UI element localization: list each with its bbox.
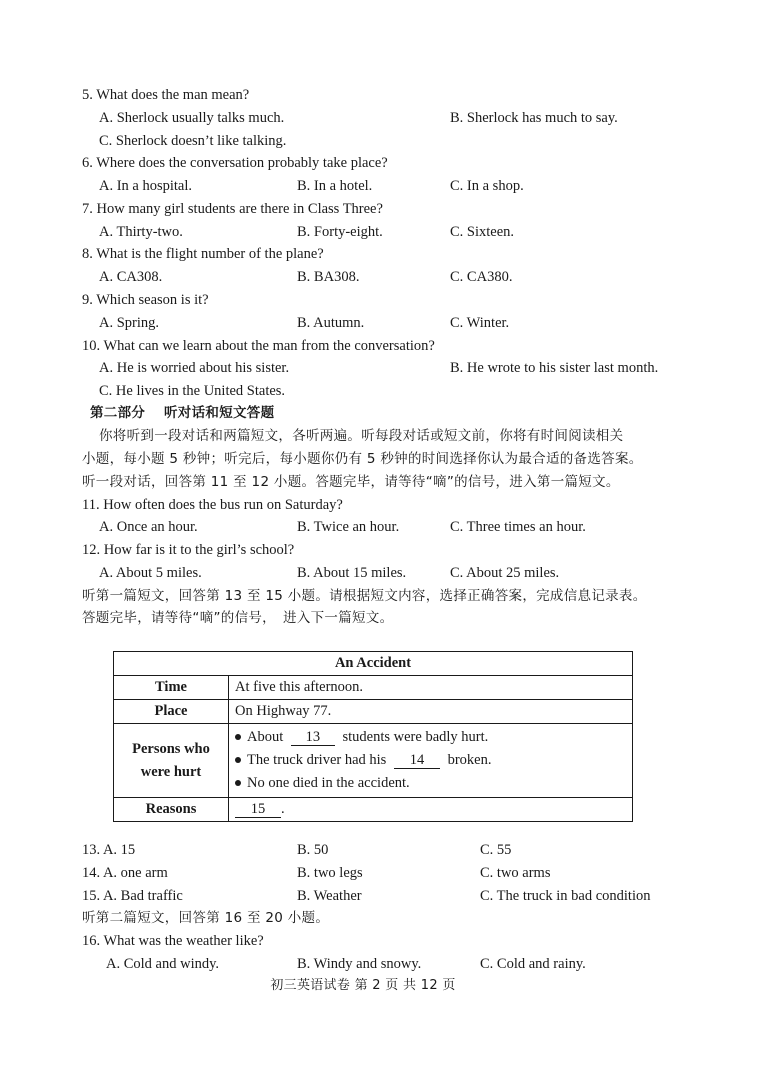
question-6-option-a[interactable]: A. In a hospital.: [99, 178, 193, 194]
question-8-option-a[interactable]: A. CA308.: [99, 269, 163, 285]
question-12-option-c[interactable]: C. About 25 miles.: [450, 565, 560, 581]
question-16-option-c[interactable]: C. Cold and rainy.: [480, 956, 586, 972]
bullet-13: [235, 726, 626, 749]
bullet-no-one-died-text: No one died in the accident.: [247, 775, 410, 791]
question-13-option-a[interactable]: 13. A. 15: [82, 842, 136, 858]
time-label: Time: [114, 676, 229, 700]
bullet-dot-icon: [235, 757, 241, 763]
bullet-14-prefix: The truck driver had his: [247, 752, 387, 768]
question-14-option-c[interactable]: C. two arms: [480, 865, 551, 881]
question-11-option-b[interactable]: B. Twice an hour.: [297, 519, 400, 535]
question-10-stem: 10. What can we learn about the man from the conversation?: [82, 338, 435, 354]
question-5-stem: 5. What does the man mean?: [82, 87, 250, 103]
question-16-option-b[interactable]: B. Windy and snowy.: [297, 956, 422, 972]
question-9-option-c[interactable]: C. Winter.: [450, 315, 510, 331]
question-6-option-c[interactable]: C. In a shop.: [450, 178, 524, 194]
question-7-stem: 7. How many girl students are there in Class Three?: [82, 201, 383, 217]
question-16-stem: 16. What was the weather like?: [82, 933, 264, 949]
question-5-option-b[interactable]: B. Sherlock has much to say.: [450, 110, 618, 126]
persons-hurt-label-line-2: were hurt: [140, 763, 202, 780]
question-9-stem: 9. Which season is it?: [82, 292, 209, 308]
bullet-13-prefix: About: [247, 729, 284, 745]
question-7-option-b[interactable]: B. Forty-eight.: [297, 224, 383, 240]
part2-heading: 第二部分 听对话和短文答题: [90, 405, 275, 421]
question-14-option-a[interactable]: 14. A. one arm: [82, 865, 168, 881]
question-15-option-b[interactable]: B. Weather: [297, 888, 362, 904]
passage1-instruction-1: 听第一篇短文，回答第 13 至 15 小题。请根据短文内容，选择正确答案，完成信息记录表。: [82, 588, 647, 604]
question-11-stem: 11. How often does the bus run on Saturday?: [82, 497, 343, 513]
table-row-time: [114, 676, 633, 700]
question-12-stem: 12. How far is it to the girl’s school?: [82, 542, 295, 558]
question-5-option-c[interactable]: C. Sherlock doesn’t like talking.: [99, 133, 287, 149]
question-8-option-b[interactable]: B. BA308.: [297, 269, 360, 285]
bullet-dot-icon: [235, 734, 241, 740]
accident-info-table: [113, 651, 633, 822]
question-13-option-b[interactable]: B. 50: [297, 842, 329, 858]
question-7-option-a[interactable]: A. Thirty-two.: [99, 224, 183, 240]
question-15-option-c[interactable]: C. The truck in bad condition: [480, 888, 651, 904]
place-value: On Highway 77.: [229, 700, 633, 724]
part2-intro-line-1: 你将听到一段对话和两篇短文，各听两遍。听每段对话或短文前，你将有时间阅读相关: [99, 428, 624, 444]
question-15-option-a[interactable]: 15. A. Bad traffic: [82, 888, 183, 904]
table-title: An Accident: [114, 652, 633, 676]
question-16-option-a[interactable]: A. Cold and windy.: [106, 956, 220, 972]
bullet-no-one-died: [235, 772, 626, 795]
blank-13[interactable]: 13: [291, 729, 335, 746]
part2-intro-line-2: 小题，每小题 5 秒钟；听完后，每小题你仍有 5 秒钟的时间选择你认为最合适的备选答案。: [82, 451, 643, 467]
reasons-value: 15 .: [229, 798, 633, 822]
table-row-place: [114, 700, 633, 724]
question-9-option-a[interactable]: A. Spring.: [99, 315, 160, 331]
question-7-option-c[interactable]: C. Sixteen.: [450, 224, 515, 240]
persons-hurt-label: [114, 724, 229, 798]
blank-14[interactable]: 14: [394, 752, 440, 769]
blank-15[interactable]: 15: [235, 801, 281, 818]
question-12-option-a[interactable]: A. About 5 miles.: [99, 565, 202, 581]
question-10-option-c[interactable]: C. He lives in the United States.: [99, 383, 286, 399]
question-10-option-a[interactable]: A. He is worried about his sister.: [99, 360, 290, 376]
question-8-option-c[interactable]: C. CA380.: [450, 269, 513, 285]
passage2-instruction: 听第二篇短文，回答第 16 至 20 小题。: [82, 910, 330, 926]
bullet-14-suffix: broken.: [447, 752, 492, 768]
page-footer: 初三英语试卷 第 2 页 共 12 页: [270, 978, 456, 993]
passage1-instruction-2: 答题完毕，请等待“嘀”的信号， 进入下一篇短文。: [82, 610, 394, 626]
persons-hurt-label-line-1: Persons who: [132, 740, 210, 757]
question-13-option-c[interactable]: C. 55: [480, 842, 512, 858]
question-12-option-b[interactable]: B. About 15 miles.: [297, 565, 407, 581]
persons-hurt-details: [229, 724, 633, 798]
place-label: Place: [114, 700, 229, 724]
reasons-label: Reasons: [114, 798, 229, 822]
time-value: At five this afternoon.: [229, 676, 633, 700]
bullet-14: [235, 749, 626, 772]
question-11-option-c[interactable]: C. Three times an hour.: [450, 519, 586, 535]
bullet-13-suffix: students were badly hurt.: [342, 729, 489, 745]
bullet-dot-icon: [235, 780, 241, 786]
question-10-option-b[interactable]: B. He wrote to his sister last month.: [450, 360, 659, 376]
question-8-stem: 8. What is the flight number of the plane?: [82, 246, 324, 262]
table-title-row: [114, 652, 633, 676]
table-row-reasons: [114, 798, 633, 822]
question-6-option-b[interactable]: B. In a hotel.: [297, 178, 373, 194]
question-11-option-a[interactable]: A. Once an hour.: [99, 519, 198, 535]
question-5-option-a[interactable]: A. Sherlock usually talks much.: [99, 110, 285, 126]
part2-intro-line-3: 听一段对话，回答第 11 至 12 小题。答题完毕，请等待“嘀”的信号，进入第一篇短文。: [82, 474, 620, 490]
question-9-option-b[interactable]: B. Autumn.: [297, 315, 365, 331]
question-6-stem: 6. Where does the conversation probably take place?: [82, 155, 388, 171]
table-row-persons-hurt: [114, 724, 633, 798]
question-14-option-b[interactable]: B. two legs: [297, 865, 363, 881]
